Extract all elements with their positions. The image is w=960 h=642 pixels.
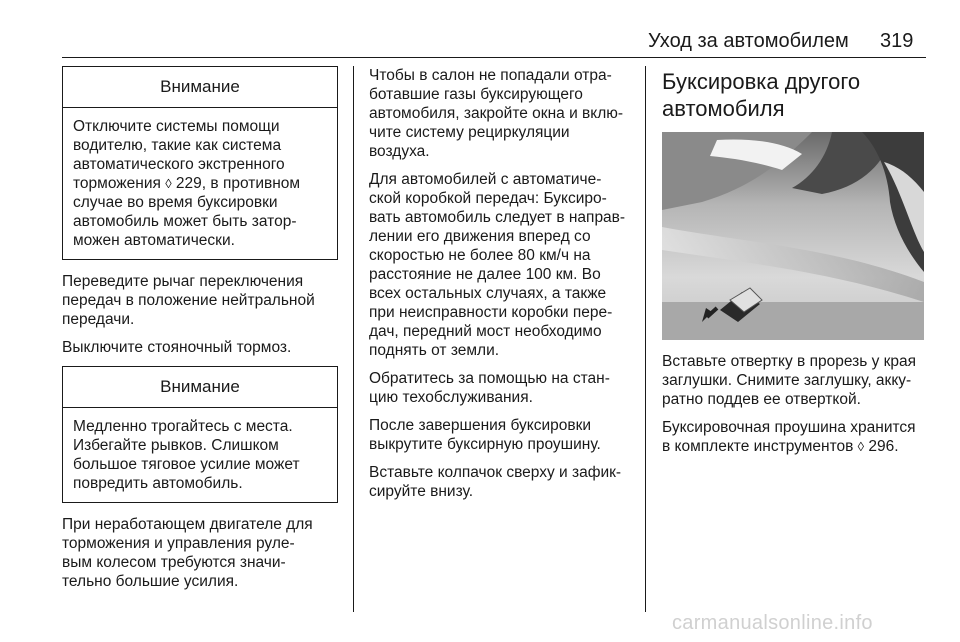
text-line: Избегайте рывков. Слишком — [73, 437, 279, 454]
paragraph: Переведите рычаг переключения передач в положение нейтральной передачи. — [62, 273, 315, 328]
page-number: 319 — [880, 30, 914, 52]
header-rule — [62, 57, 926, 58]
warning-title: Внимание — [63, 67, 337, 108]
warning-box-1 — [62, 66, 338, 260]
watermark: carmanualsonline.info — [672, 612, 873, 634]
text-line: можен автоматически. — [73, 232, 235, 249]
warning-box-2 — [62, 366, 338, 503]
page-ref-icon: ◊ — [857, 439, 865, 454]
paragraph: Обратитесь за помощью на стан- цию техобслуживания. — [369, 370, 610, 406]
text-line: автомобиль может быть затор- — [73, 213, 297, 230]
text-line: Отключите системы помощи — [73, 118, 280, 135]
section-title: Уход за автомобилем — [648, 30, 849, 52]
paragraph: При неработающем двигателе для торможения и управления руле- вым колесом требуются значи- тельно большие усилия. — [62, 516, 313, 590]
paragraph: Буксировочная проушина хранится в комплекте инструментов ◊ 296. — [662, 418, 926, 456]
paragraph: Вставьте отвертку в прорезь у края заглушки. Снимите заглушку, акку- ратно поддев ее отверткой. — [662, 353, 917, 408]
column-2 — [369, 66, 637, 510]
text-line-with-ref: в комплекте инструментов ◊ 296. — [662, 438, 899, 455]
text-line: большое тяговое усилие может — [73, 456, 300, 473]
text-line: повредить автомобиль. — [73, 475, 243, 492]
paragraph: Для автомобилей с автоматиче- ской коробкой передач: Буксиро- вать автомобиль следует в направ- лении его движения вперед со скоростью не более 80 км/ч на расстояние не далее 100 км. Во всех остальных случаях, а также при неисправности коробки пере- дач, передний мост необходимо поднять от земли. — [369, 171, 626, 359]
column-3 — [662, 66, 926, 465]
paragraph: Чтобы в салон не попадали отра- ботавшие газы буксирующего автомобиля, закройте окна и вклю- чите систему рециркуляции воздуха. — [369, 67, 624, 160]
car-rear-illustration — [662, 132, 924, 340]
text-line: Медленно трогайтесь с места. — [73, 418, 293, 435]
text-line: водителю, такие как система — [73, 137, 282, 154]
page-ref-icon: ◊ — [165, 176, 172, 191]
warning-title: Внимание — [63, 367, 337, 408]
text-line: случае во время буксировки — [73, 194, 278, 211]
subsection-title: Буксировка другого автомобиля — [662, 69, 861, 121]
page-header — [0, 0, 960, 60]
warning-body — [63, 408, 337, 502]
paragraph: Вставьте колпачок сверху и зафик- сируйте внизу. — [369, 464, 622, 500]
text-line: автоматического экстренного — [73, 156, 285, 173]
warning-body — [63, 108, 337, 259]
paragraph: Выключите стояночный тормоз. — [62, 339, 292, 356]
column-divider-1 — [353, 66, 354, 612]
tow-eye-cover-photo — [662, 132, 924, 340]
paragraph: После завершения буксировки выкрутите буксирную проушину. — [369, 417, 601, 453]
column-divider-2 — [645, 66, 646, 612]
text-line-with-ref: торможения ◊ 229, в противном — [73, 175, 301, 192]
column-1 — [62, 66, 338, 600]
